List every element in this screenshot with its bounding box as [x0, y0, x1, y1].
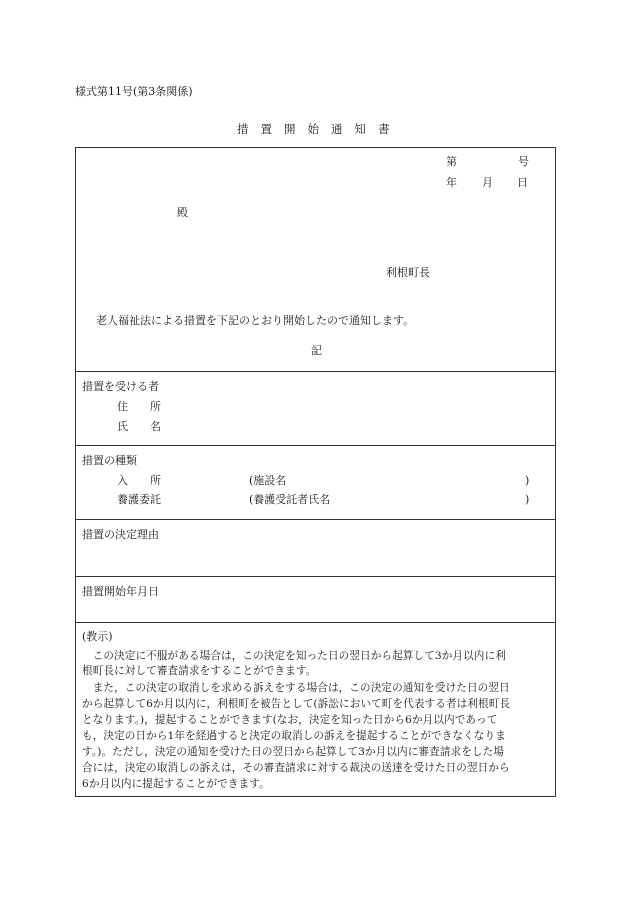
start-date-heading: 措置開始年月日 [82, 585, 159, 598]
form-number: 様式第11号(第3条関係) [75, 85, 193, 98]
notice-text: 老人福祉法による措置を下記のとおり開始したので通知します。 [96, 314, 415, 327]
ki-label: 記 [311, 344, 322, 357]
divider-start-date [76, 576, 555, 577]
divider-measure-type [76, 445, 555, 446]
instruction-line-1: この決定に不服がある場合は，この決定を知った日の翌日から起算して3か月以内に利 [82, 650, 506, 662]
reason-heading: 措置の決定理由 [82, 528, 159, 541]
instruction-line-2: 根町長に対して審査請求をすることができます。 [82, 665, 317, 677]
divider-recipient [76, 371, 555, 372]
instruction-line-5: となります。)，提起することができます(なお，決定を知った日から6か月以内であって [82, 714, 498, 726]
admission-label: 入 所 [117, 474, 161, 487]
foster-name-field: (養護受託者氏名 [249, 493, 331, 506]
date-month: 月 [482, 176, 493, 189]
address-label: 住 所 [117, 400, 161, 413]
foster-name-close: ) [525, 493, 530, 506]
facility-name-field: (施設名 [249, 474, 287, 487]
recipient-heading: 措置を受ける者 [82, 380, 159, 393]
document-title: 措置開始通知書 [237, 122, 402, 136]
date-day: 日 [517, 176, 528, 189]
instruction-line-6: も，決定の日から1年を経過すると決定の取消しの訴えを提起することができなくなりま [82, 730, 506, 742]
date-year: 年 [446, 176, 457, 189]
facility-name-close: ) [525, 474, 530, 487]
addressee-honorific: 殿 [177, 206, 188, 219]
issuer-name: 利根町長 [386, 266, 430, 279]
consignment-label: 養護委託 [117, 493, 161, 506]
instruction-line-9: 6か月以内に提起することができます。 [82, 778, 270, 790]
form-frame [75, 147, 556, 797]
instruction-line-4: から起算して6か月以内に，利根町を被告として(訴訟において町を代表する者は利根町長 [82, 698, 511, 710]
number-prefix: 第 [446, 155, 457, 168]
instruction-line-3: また，この決定の取消しを求める訴えをする場合は，この決定の通知を受けた日の翌日 [82, 682, 510, 694]
divider-reason [76, 519, 555, 520]
name-label: 氏 名 [117, 420, 161, 433]
number-suffix: 号 [518, 155, 529, 168]
instruction-heading: (教示) [82, 630, 113, 643]
instruction-line-7: す。)。ただし，決定の通知を受けた日の翌日から起算して3か月以内に審査請求をした場 [82, 746, 504, 758]
instruction-line-8: 合には，決定の取消しの訴えは，その審査請求に対する裁決の送達を受けた日の翌日から [82, 762, 510, 774]
divider-instruction [76, 622, 555, 623]
measure-type-heading: 措置の種類 [82, 454, 137, 467]
